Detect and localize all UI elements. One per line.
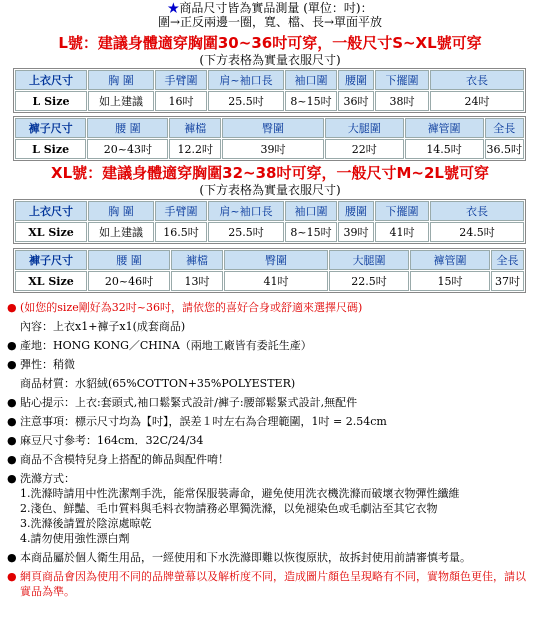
table-row: L Size 20~43吋 12.2吋 39吋 22吋 14.5吋 36.5吋 bbox=[15, 139, 524, 159]
xl-top-size-table bbox=[13, 199, 526, 244]
list-item: 1.洗滌時請用中性洗潔劑手洗，能常保服裝壽命，避免使用洗衣機洗滌而破壞衣物彈性纖維 bbox=[20, 487, 460, 500]
measure-method-note: 圍→正反兩邊一圈，寬、檔、長→單面平放 bbox=[157, 15, 383, 29]
table-row: L Size 如上建議 16吋 25.5吋 8~15吋 36吋 38吋 24吋 bbox=[15, 91, 524, 111]
list-item: 商品材質：水貂絨(65%COTTON+35%POLYESTER) bbox=[20, 377, 296, 390]
list-item: ● 麻豆尺寸參考：164cm．32C/24/34 bbox=[7, 434, 204, 447]
table-header-row: 褲子尺寸 腰 圍 褲檔 臀圍 大腿圍 褲管圍 全長 bbox=[15, 250, 524, 270]
bullet-icon: ● bbox=[7, 570, 17, 583]
list-item: ● 貼心提示：上衣:套頭式,袖口鬆緊式設計/褲子:腰部鬆緊式設計,無配件 bbox=[7, 396, 358, 409]
star-icon: ★ bbox=[167, 1, 180, 15]
list-item: ● 洗滌方式： bbox=[7, 472, 75, 485]
table-row: XL Size 如上建議 16.5吋 25.5吋 8~15吋 39吋 41吋 24.5吋 bbox=[15, 222, 524, 242]
l-pants-size-table bbox=[13, 116, 526, 161]
bullet-icon: ● bbox=[7, 434, 17, 447]
bullet-icon: ● bbox=[7, 453, 17, 466]
table-header-row: 褲子尺寸 腰 圍 褲檔 臀圍 大腿圍 褲管圍 全長 bbox=[15, 118, 524, 138]
xl-size-title: XL號：建議身體適穿胸圍32~38吋可穿，一般尺寸M~2L號可穿 bbox=[51, 164, 489, 182]
list-item: ● 網頁商品會因為使用不同的品牌螢幕以及解析度不同，造成圖片顏色呈現略有不同，實物顏色更佳，請以實品為準。 bbox=[7, 570, 526, 598]
bullet-icon: ● bbox=[7, 551, 17, 564]
xl-table-note: (下方表格為實量衣服尺寸) bbox=[199, 183, 341, 197]
list-item: ● 商品不含模特兒身上搭配的飾品與配件唷！ bbox=[7, 453, 229, 466]
bullet-icon: ● bbox=[7, 301, 17, 314]
list-item: 4.請勿使用強性漂白劑 bbox=[20, 532, 130, 545]
list-item: 2.淺色、鮮豔、毛巾質料與毛料衣物請務必單獨洗滌，以免褪染色或毛劇沾至其它衣物 bbox=[20, 502, 438, 515]
bullet-icon: ● bbox=[7, 339, 17, 352]
l-table-note: (下方表格為實量衣服尺寸) bbox=[199, 53, 341, 67]
list-item: ● 彈性：稍微 bbox=[7, 358, 75, 371]
list-item: 內容：上衣x1+褲子x1(成套商品) bbox=[20, 320, 186, 333]
list-item: ● 注意事項：標示尺寸均為【吋】，誤差１吋左右為合理範圍，1吋 = 2.54cm bbox=[7, 415, 387, 428]
bullet-icon: ● bbox=[7, 415, 17, 428]
l-top-size-table bbox=[13, 68, 526, 113]
xl-pants-size-table bbox=[13, 248, 526, 293]
list-item: ● 本商品屬於個人衛生用品，一經使用和下水洗滌即難以恢復原狀，故拆封使用前請審慎考量。 bbox=[7, 551, 471, 564]
bullet-icon: ● bbox=[7, 358, 17, 371]
table-header-row: 上衣尺寸 胸 圍 手臂圍 肩~袖口長 袖口圍 腰圍 下擺圍 衣長 bbox=[15, 70, 524, 90]
size-unit-header: ★商品尺寸皆為實品測量 (單位：吋)： bbox=[167, 1, 373, 15]
list-item: 3.洗滌後請置於陰涼處晾乾 bbox=[20, 517, 152, 530]
bullet-icon: ● bbox=[7, 396, 17, 409]
product-details-list bbox=[4, 300, 536, 599]
l-size-title: L號：建議身體適穿胸圍30~36吋可穿，一般尺寸S~XL號可穿 bbox=[58, 34, 482, 52]
list-item: ● 產地：HONG KONG／CHINA（兩地工廠皆有委託生產） bbox=[7, 339, 312, 352]
bullet-icon: ● bbox=[7, 472, 17, 485]
list-item: ● (如您的size剛好為32吋~36吋，請依您的喜好合身或舒適來選擇尺碼) bbox=[7, 301, 363, 314]
table-header-row: 上衣尺寸 胸 圍 手臂圍 肩~袖口長 袖口圍 腰圍 下擺圍 衣長 bbox=[15, 201, 524, 221]
table-row: XL Size 20~46吋 13吋 41吋 22.5吋 15吋 37吋 bbox=[15, 271, 524, 291]
